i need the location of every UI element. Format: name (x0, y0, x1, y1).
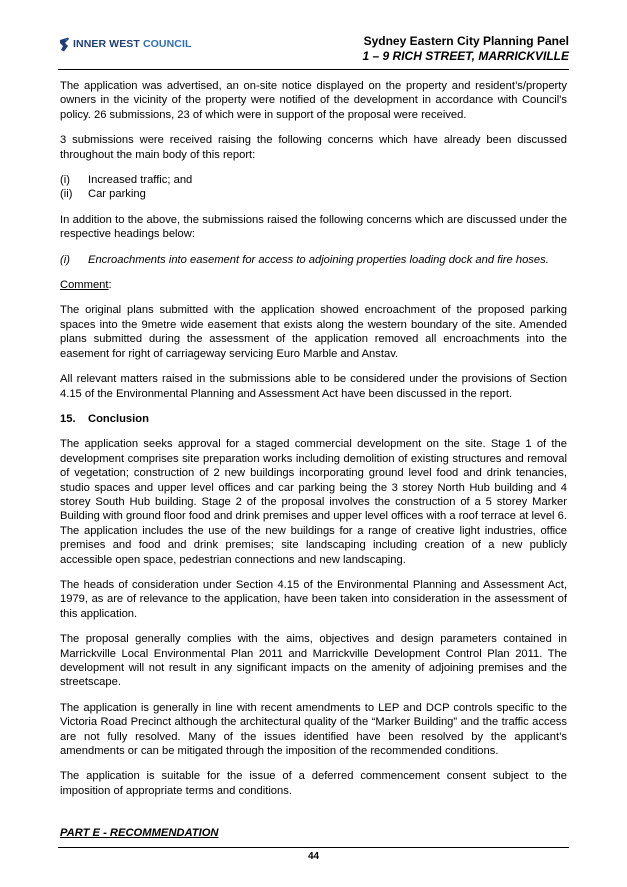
list-item-text: Car parking (88, 188, 146, 201)
paragraph-conclusion-4: The application is generally in line with recent amendments to LEP and DCP controls specific to the Victoria Road Precinct although the architectural quality of the “Marker Building” and the traffic access are not fully resolved. Many of the issues identified have been resolved by the applicant’s amendments or can be mitigated through the imposition of the recommended conditions. (60, 701, 567, 758)
list-item-text: Increased traffic; and (88, 174, 193, 187)
part-e-heading: PART E - RECOMMENDATION (60, 827, 219, 839)
paragraph-conclusion-2: The heads of consideration under Section 4.15 of the Environmental Planning and Assessment Act, 1979, as are of relevance to the application, have been taken into consideration in the assessment of this application. (60, 578, 567, 620)
list-item-number: (i) (60, 174, 70, 187)
header-title-block (363, 34, 569, 64)
paragraph-conclusion-3: The proposal generally complies with the aims, objectives and design parameters contained in Marrickville Local Environmental Plan 2011 and Marrickville Development Control Plan 2011. The development will not result in any significant impacts on the amenity of adjoining premises and the streetscape. (60, 633, 567, 689)
header-divider (58, 69, 569, 70)
comment-label: Comment (60, 279, 109, 292)
logo-text-accent: COUNCIL (142, 38, 192, 50)
issue-number: (i) (60, 253, 70, 266)
comment-label-line (60, 278, 567, 292)
council-logo (59, 36, 191, 52)
paragraph-in-addition: In addition to the above, the submissions raised the following concerns which are discussed under the respective headings below: (60, 213, 567, 241)
section-title: Conclusion (88, 412, 149, 425)
page-number: 44 (307, 851, 320, 862)
footer-divider (58, 847, 569, 848)
report-body (60, 79, 567, 809)
paragraph-original-plans: The original plans submitted with the application showed encroachment of the proposed parking spaces into the 9metre wide easement that exists along the western boundary of the site. Amended plans submitted during the assessment of the application removed all encroachments into the easement for right of carriageway servicing Euro Marble and Anstav. (60, 304, 567, 360)
list-item (60, 173, 567, 187)
comment-colon: : (108, 279, 112, 292)
issue-text: Encroachments into easement for access to adjoining properties loading dock and fire hoses. (88, 253, 549, 266)
inner-west-council-logo-icon (59, 37, 70, 52)
paragraph-all-relevant: All relevant matters raised in the submissions able to be considered under the provisions of Section 4.15 of the Environmental Planning and Assessment Act have been discussed in the report. (60, 373, 567, 400)
section-heading-conclusion (60, 412, 567, 426)
issue-heading (60, 253, 567, 267)
paragraph-conclusion-5: The application is suitable for the issue of a deferred commencement consent subject to the imposition of appropriate terms and conditions. (60, 770, 567, 797)
section-number: 15. (60, 412, 76, 425)
list-item (60, 187, 567, 201)
logo-text (73, 38, 191, 50)
paragraph-submissions: 3 submissions were received raising the following concerns which have already been discussed throughout the main body of this report: (60, 134, 567, 161)
logo-text-main: INNER WEST (73, 38, 140, 50)
site-address: 1 – 9 RICH STREET, MARRICKVILLE (362, 49, 569, 63)
paragraph-conclusion-1: The application seeks approval for a staged commercial development on the site. Stage 1 of the development comprises site preparation works including demolition of existing structures and removal of vegetation; construction of 2 new buildings incorporating ground level food and drink tenancies, studio spaces and upper level offices and car parking being the 3 storey North Hub building and 4 storey South Hub building. Stage 2 of the proposal involves the construction of a 5 storey Marker Building with ground floor food and drink premises and upper level offices with a roof terrace at level 6. The application includes the use of the new buildings for a range of creative light industries, office premises and food and drink premises; site landscaping including creation of a new publicly accessible open space, pedestrian connections and new landscaping. (60, 438, 567, 566)
list-item-number: (ii) (60, 188, 73, 201)
panel-title: Sydney Eastern City Planning Panel (363, 34, 569, 48)
concerns-list (60, 173, 567, 202)
paragraph-advertised: The application was advertised, an on-site notice displayed on the property and resident’s/property owners in the vicinity of the property were notified of the development in accordance with Council's policy. 26 submissions, 23 of which were in support of the proposal were received. (60, 80, 567, 121)
